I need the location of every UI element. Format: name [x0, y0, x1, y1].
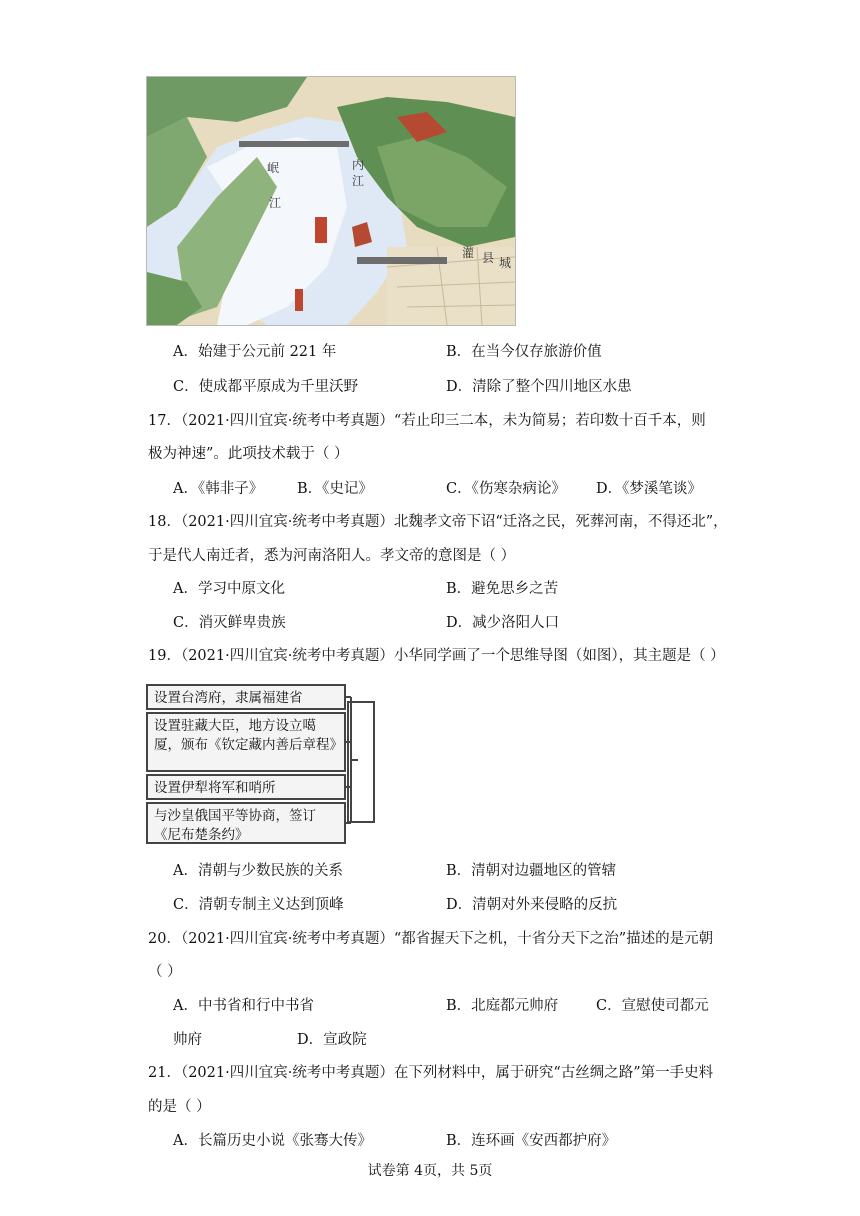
q19-option-d[interactable]: D．清朝对外来侵略的反抗: [446, 897, 618, 913]
q17-stem-line2: 极为神速”。此项技术载于（ ）: [148, 446, 349, 462]
map-label-jiang1: 江: [352, 174, 365, 188]
map-label-min: 岷: [267, 161, 280, 175]
q18-option-a[interactable]: A．学习中原文化: [173, 581, 285, 597]
q16-option-c[interactable]: C．使成都平原成为千里沃野: [173, 379, 359, 395]
mind-map-connectors: [146, 684, 381, 844]
page-footer: 试卷第 4页，共 5页: [367, 1163, 493, 1179]
q18-stem-line2: 于是代人南迁者，悉为河南洛阳人。孝文帝的意图是（ ）: [148, 548, 516, 564]
q20-option-c-cont[interactable]: 帅府: [173, 1032, 202, 1048]
mind-map-diagram: [146, 684, 381, 844]
q20-option-b[interactable]: B．北庭都元帅府: [446, 998, 559, 1014]
q21-option-a[interactable]: A．长篇历史小说《张骞大传》: [173, 1133, 372, 1149]
q19-stem-line1: 19．（2021·四川宜宾·统考中考真题）小华同学画了一个思维导图（如图），其主题是（ ）: [148, 648, 725, 664]
q19-option-a[interactable]: A．清朝与少数民族的关系: [173, 863, 343, 879]
q16-option-b[interactable]: B．在当今仅存旅游价值: [446, 344, 602, 360]
map-label-xian: 县: [482, 251, 495, 265]
mind-map-box-tibet: 设置驻藏大臣，地方设立噶厦，颁布《钦定藏内善后章程》: [146, 712, 346, 772]
q19-option-b[interactable]: B．清朝对边疆地区的管辖: [446, 863, 617, 879]
q20-option-a[interactable]: A．中书省和行中书省: [173, 998, 314, 1014]
q21-stem-line1: 21．（2021·四川宜宾·统考中考真题）在下列材料中，属于研究“古丝绸之路”第一手史料: [148, 1065, 714, 1081]
map-label-cheng: 城: [499, 256, 512, 270]
q18-stem-line1: 18．（2021·四川宜宾·统考中考真题）北魏孝文帝下诏“迁洛之民，死葬河南，不得还北”，: [148, 514, 728, 530]
q20-option-c[interactable]: C．宣慰使司都元: [596, 998, 709, 1014]
q18-option-d[interactable]: D．减少洛阳人口: [446, 615, 560, 631]
map-label-nei: 内: [352, 158, 365, 172]
q17-option-d[interactable]: D．《梦溪笔谈》: [596, 481, 702, 497]
q17-option-a[interactable]: A．《韩非子》: [173, 481, 264, 497]
q20-stem-line1: 20．（2021·四川宜宾·统考中考真题）“都省握天下之机，十省分天下之治”描述的是元朝: [148, 931, 714, 947]
q16-option-d[interactable]: D．清除了整个四川地区水患: [446, 379, 632, 395]
mind-map-box-yili: 设置伊犁将军和哨所: [146, 774, 346, 800]
q20-option-d[interactable]: D．宣政院: [297, 1032, 367, 1048]
q21-stem-line2: 的是（ ）: [148, 1099, 211, 1115]
q20-stem-line2: （ ）: [148, 964, 182, 980]
map-illustration: [147, 77, 515, 325]
q17-option-b[interactable]: B．《史记》: [297, 481, 373, 497]
dujiangyan-map-image: [146, 76, 516, 326]
q18-option-b[interactable]: B．避免思乡之苦: [446, 581, 559, 597]
mind-map-box-nerchinsk: 与沙皇俄国平等协商，签订《尼布楚条约》: [146, 802, 346, 844]
q17-stem-line1: 17．（2021·四川宜宾·统考中考真题）“若止印三二本，未为简易；若印数十百千本，则: [148, 413, 706, 429]
q18-option-c[interactable]: C．消灭鲜卑贵族: [173, 615, 286, 631]
map-label-jiang2: 江: [269, 196, 282, 210]
map-label-guan: 灌: [462, 246, 475, 260]
mind-map-box-taiwan: 设置台湾府，隶属福建省: [146, 684, 346, 710]
q21-option-b[interactable]: B．连环画《安西都护府》: [446, 1133, 617, 1149]
q19-option-c[interactable]: C．清朝专制主义达到顶峰: [173, 897, 344, 913]
q17-option-c[interactable]: C．《伤寒杂病论》: [446, 481, 566, 497]
q16-option-a[interactable]: A．始建于公元前 221 年: [173, 344, 337, 360]
